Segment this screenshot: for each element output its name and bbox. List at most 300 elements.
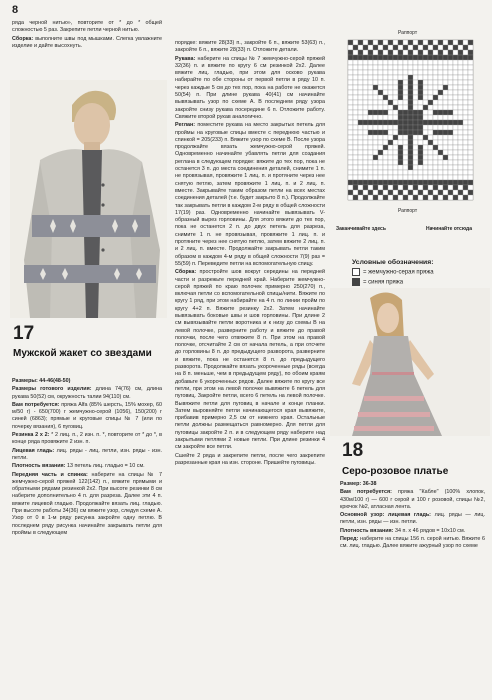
chart-cell <box>373 180 378 185</box>
chart-cell <box>383 105 388 110</box>
chart-cell <box>443 155 448 160</box>
chart-cell <box>378 90 383 95</box>
gauge-label: Плотность вязания: <box>12 463 66 470</box>
item18-size: Размер: 36-38 <box>340 481 377 487</box>
chart-cell <box>398 155 403 160</box>
chart-cell <box>418 130 423 135</box>
front-text: наберите на спицы 156 п. серой нитью. Вяжите 6 см. лиц. гладью. Далее вяжите ажурный узор по схеме <box>340 536 486 550</box>
chart-cell <box>353 40 358 45</box>
chart-cell <box>353 135 358 140</box>
col2-p1: порядке: вяжите 28(33) п., закройте 6 п., вяжите 53(63) п., закройте 6 п., вяжите 28(33) п. Отложите детали. <box>175 40 325 54</box>
chart-cell <box>403 145 408 150</box>
chart-cell <box>453 130 458 135</box>
chart-cell <box>378 85 383 90</box>
assembly2-label: Сборка: <box>175 269 197 276</box>
chart-cell <box>348 165 353 170</box>
chart-cell <box>423 175 428 180</box>
chart-cell <box>348 55 353 60</box>
chart-cell <box>428 150 433 155</box>
item17-sizes: Размеры: 44-46(48-50) <box>12 378 71 384</box>
chart-cell <box>453 115 458 120</box>
chart-cell <box>428 120 433 125</box>
chart-cell <box>458 155 463 160</box>
item17-title: Мужской жакет со звездами <box>13 348 152 359</box>
chart-cell <box>428 110 433 115</box>
chart-cell <box>458 105 463 110</box>
chart-cell <box>463 55 468 60</box>
chart-cell <box>468 195 473 200</box>
chart-cell <box>458 80 463 85</box>
chart-cell <box>388 130 393 135</box>
chart-cell <box>438 75 443 80</box>
chart-cell <box>448 160 453 165</box>
chart-cell <box>368 110 373 115</box>
frontback-label: Передняя часть и спинка: <box>12 471 88 478</box>
chart-cell <box>458 195 463 200</box>
chart-cell <box>408 55 413 60</box>
chart-cell <box>468 160 473 165</box>
chart-cell <box>443 150 448 155</box>
chart-cell <box>423 145 428 150</box>
chart-cell <box>373 115 378 120</box>
chart-cell <box>433 85 438 90</box>
chart-cell <box>388 125 393 130</box>
chart-cell <box>438 155 443 160</box>
chart-cell <box>383 90 388 95</box>
chart-cell <box>388 90 393 95</box>
chart-cell <box>413 95 418 100</box>
chart-cell <box>388 80 393 85</box>
chart-cell <box>403 110 408 115</box>
item17-body <box>12 378 162 538</box>
chart-cell <box>408 130 413 135</box>
chart-cell <box>423 160 428 165</box>
chart-cell <box>453 45 458 50</box>
chart-cell <box>363 90 368 95</box>
chart-cell <box>388 180 393 185</box>
chart-cell <box>423 70 428 75</box>
chart-cell <box>378 135 383 140</box>
chart-cell <box>453 185 458 190</box>
chart-cell <box>433 130 438 135</box>
chart-cell <box>368 120 373 125</box>
chart-cell <box>458 115 463 120</box>
chart-cell <box>443 105 448 110</box>
chart-cell <box>468 90 473 95</box>
chart-cell <box>458 50 463 55</box>
chart-cell <box>453 95 458 100</box>
chart-cell <box>453 65 458 70</box>
chart-cell <box>403 130 408 135</box>
chart-cell <box>448 100 453 105</box>
chart-cell <box>443 190 448 195</box>
chart-cell <box>353 180 358 185</box>
chart-cell <box>408 195 413 200</box>
chart-cell <box>383 125 388 130</box>
chart-cell <box>433 160 438 165</box>
legend-item-grey <box>352 268 434 278</box>
chart-cell <box>468 190 473 195</box>
chart-cell <box>368 130 373 135</box>
chart-cell <box>418 145 423 150</box>
chart-cell <box>363 185 368 190</box>
chart-cell <box>363 100 368 105</box>
chart-cell <box>408 175 413 180</box>
chart-cell <box>388 190 393 195</box>
chart-cell <box>448 40 453 45</box>
chart-cell <box>373 70 378 75</box>
legend-grey-label: = жемчужно-серая пряжа <box>363 269 434 276</box>
stst-label: Лицевая гладь: <box>12 447 55 454</box>
chart-cell <box>448 115 453 120</box>
chart-cell <box>398 130 403 135</box>
chart-cell <box>448 150 453 155</box>
chart-cell <box>413 100 418 105</box>
chart-cell <box>398 85 403 90</box>
chart-cell <box>348 180 353 185</box>
chart-cell <box>388 145 393 150</box>
chart-cell <box>428 40 433 45</box>
chart-cell <box>378 55 383 60</box>
chart-cell <box>408 40 413 45</box>
chart-cell <box>388 135 393 140</box>
chart-cell <box>423 90 428 95</box>
chart-cell <box>463 190 468 195</box>
chart-cell <box>443 130 448 135</box>
chart-cell <box>363 165 368 170</box>
chart-cell <box>448 185 453 190</box>
chart-cell <box>383 115 388 120</box>
chart-cell <box>403 105 408 110</box>
chart-cell <box>348 65 353 70</box>
chart-cell <box>393 160 398 165</box>
chart-cell <box>358 95 363 100</box>
chart-cell <box>363 150 368 155</box>
chart-cell <box>413 85 418 90</box>
chart-cell <box>353 45 358 50</box>
chart-cell <box>368 140 373 145</box>
chart-cell <box>438 145 443 150</box>
chart-cell <box>408 145 413 150</box>
chart-cell <box>403 60 408 65</box>
chart-cell <box>353 110 358 115</box>
chart-cell <box>433 80 438 85</box>
page-number: 8 <box>12 4 19 16</box>
chart-cell <box>423 155 428 160</box>
chart-cell <box>348 105 353 110</box>
chart-cell <box>408 105 413 110</box>
chart-cell <box>398 160 403 165</box>
chart-cell <box>448 175 453 180</box>
chart-cell <box>403 125 408 130</box>
chart-cell <box>368 65 373 70</box>
chart-cell <box>463 165 468 170</box>
chart-cell <box>448 45 453 50</box>
chart-cell <box>428 180 433 185</box>
chart-cell <box>433 190 438 195</box>
chart-cell <box>368 70 373 75</box>
chart-cell <box>468 95 473 100</box>
chart-cell <box>443 70 448 75</box>
chart-cell <box>358 65 363 70</box>
chart-cell <box>408 150 413 155</box>
legend <box>352 258 434 287</box>
chart-cell <box>448 105 453 110</box>
chart-cell <box>413 175 418 180</box>
chart-cell <box>413 130 418 135</box>
chart-cell <box>348 135 353 140</box>
chart-cell <box>433 135 438 140</box>
chart-cell <box>358 165 363 170</box>
chart-cell <box>433 90 438 95</box>
chart-cell <box>358 120 363 125</box>
chart-cell <box>448 195 453 200</box>
chart-cell <box>388 85 393 90</box>
chart-cell <box>378 125 383 130</box>
chart-cell <box>353 160 358 165</box>
chart-cell <box>358 55 363 60</box>
chart-cell <box>423 85 428 90</box>
chart-cell <box>378 150 383 155</box>
chart-cell <box>408 115 413 120</box>
chart-cell <box>368 85 373 90</box>
chart-cell <box>458 95 463 100</box>
chart-cell <box>458 100 463 105</box>
chart-cell <box>453 190 458 195</box>
chart-cell <box>383 70 388 75</box>
chart-cell <box>443 140 448 145</box>
chart-cell <box>463 105 468 110</box>
chart-cell <box>373 170 378 175</box>
col2-sew: Сшейте 2 ряда и закрепите петли, после чего закрепите разрезанные края на изн. стороне. Пришейте пуговицы. <box>175 452 325 466</box>
chart-cell <box>398 115 403 120</box>
chart-cell <box>368 135 373 140</box>
chart-cell <box>433 50 438 55</box>
chart-cell <box>363 195 368 200</box>
chart-cell <box>453 195 458 200</box>
chart-cell <box>378 155 383 160</box>
chart-cell <box>368 75 373 80</box>
chart-cell <box>463 65 468 70</box>
chart-cell <box>403 175 408 180</box>
chart-cell <box>428 165 433 170</box>
chart-cell <box>353 175 358 180</box>
chart-cell <box>418 80 423 85</box>
chart-cell <box>423 115 428 120</box>
chart-cell <box>408 190 413 195</box>
chart-cell <box>458 120 463 125</box>
chart-cell <box>393 100 398 105</box>
dress-photo <box>330 288 490 436</box>
chart-cell <box>378 195 383 200</box>
chart-cell <box>443 180 448 185</box>
chart-cell <box>368 145 373 150</box>
blue-swatch <box>352 278 360 286</box>
rib-text: * 2 лиц. п., 2 изн. п. *, повторите от * до *, в конце ряда провяжите 2 изн. п. <box>12 432 163 446</box>
chart-cell <box>468 80 473 85</box>
chart-cell <box>348 140 353 145</box>
chart-cell <box>438 60 443 65</box>
chart-cell <box>393 80 398 85</box>
chart-cell <box>423 130 428 135</box>
chart-cell <box>368 45 373 50</box>
chart-cell <box>388 105 393 110</box>
chart-cell <box>403 150 408 155</box>
chart-cell <box>403 190 408 195</box>
chart-cell <box>348 40 353 45</box>
chart-cell <box>443 75 448 80</box>
chart-cell <box>353 170 358 175</box>
chart-cell <box>418 95 423 100</box>
chart-cell <box>378 170 383 175</box>
chart-cell <box>393 40 398 45</box>
chart-cell <box>353 105 358 110</box>
dress-photo-illustration <box>330 288 490 436</box>
front-label: Перед: <box>340 536 359 543</box>
sleeve-text: наберите на спицы № 7 жемчужно-серой пряжей 32(36) п. и вяжите по кругу 6 см резинкой 2х2. Далее вяжите лиц. гладью, при этом для осково рукава набирайте по обе стороны от первой петли в ряду 10 п. через каждые 5 см до тех пор, пока на работе не окажется 50(54) п. При длине рукава 40(41) см начинайте вывязывать узор по схеме А. В последнем ряду узора закройте снизу рукава посередине 6 п. Отложите работу. Свяжите второй рукав аналогично. <box>175 55 325 120</box>
chart-cell <box>468 180 473 185</box>
chart-cell <box>393 155 398 160</box>
raglan-label: Реглан: <box>175 122 196 129</box>
chart-cell <box>358 110 363 115</box>
chart-cell <box>453 105 458 110</box>
chart-cell <box>373 150 378 155</box>
chart-cell <box>368 195 373 200</box>
chart-cell <box>428 95 433 100</box>
chart-cell <box>418 75 423 80</box>
base-text: лиц. ряды — лиц. петли, изн. ряды — изн. петли. <box>340 512 486 526</box>
chart-cell <box>423 190 428 195</box>
chart-cell <box>363 40 368 45</box>
chart-cell <box>353 100 358 105</box>
chart-cell <box>428 185 433 190</box>
chart-cell <box>383 145 388 150</box>
chart-cell <box>423 185 428 190</box>
chart-cell <box>378 110 383 115</box>
chart-grid <box>338 30 483 218</box>
chart-cell <box>358 180 363 185</box>
chart-cell <box>438 160 443 165</box>
chart-cell <box>423 45 428 50</box>
chart-cell <box>348 110 353 115</box>
chart-cell <box>413 60 418 65</box>
chart-cell <box>378 100 383 105</box>
chart-cell <box>423 55 428 60</box>
chart-cell <box>353 190 358 195</box>
chart-cell <box>418 70 423 75</box>
item18-number: 18 <box>342 440 364 461</box>
chart-cell <box>378 50 383 55</box>
chart-cell <box>368 180 373 185</box>
chart-cell <box>418 190 423 195</box>
chart-cell <box>388 40 393 45</box>
chart-end-label: Заканчивайте здесь <box>336 226 386 232</box>
chart-cell <box>463 195 468 200</box>
chart-cell <box>368 115 373 120</box>
chart-cell <box>463 170 468 175</box>
chart-cell <box>458 60 463 65</box>
chart-cell <box>448 165 453 170</box>
chart-cell <box>398 90 403 95</box>
chart-cell <box>418 85 423 90</box>
chart-cell <box>383 110 388 115</box>
chart-cell <box>418 150 423 155</box>
chart-cell <box>378 115 383 120</box>
chart-cell <box>448 65 453 70</box>
chart-cell <box>353 125 358 130</box>
chart-cell <box>418 40 423 45</box>
chart-cell <box>408 80 413 85</box>
gauge-text: 13 петель лиц. гладью = 10 см. <box>66 463 145 470</box>
item18-materials <box>340 489 485 511</box>
chart-cell <box>423 95 428 100</box>
chart-cell <box>353 150 358 155</box>
chart-cell <box>458 125 463 130</box>
chart-cell <box>358 185 363 190</box>
chart-cell <box>413 90 418 95</box>
chart-cell <box>413 180 418 185</box>
chart-cell <box>373 145 378 150</box>
chart-cell <box>448 70 453 75</box>
chart-cell <box>463 175 468 180</box>
chart-cell <box>418 195 423 200</box>
chart-cell <box>408 60 413 65</box>
item17-frontback <box>12 472 162 538</box>
chart-cell <box>443 110 448 115</box>
chart-cell <box>418 120 423 125</box>
chart-cell <box>408 65 413 70</box>
chart-cell <box>408 120 413 125</box>
chart-cell <box>408 165 413 170</box>
chart-cell <box>468 40 473 45</box>
chart-cell <box>393 165 398 170</box>
chart-cell <box>393 60 398 65</box>
chart-cell <box>433 165 438 170</box>
chart-cell <box>398 75 403 80</box>
chart-cell <box>428 125 433 130</box>
chart-cell <box>463 60 468 65</box>
chart-cell <box>398 70 403 75</box>
chart-cell <box>438 95 443 100</box>
chart-cell <box>348 150 353 155</box>
chart-cell <box>423 125 428 130</box>
chart-cell <box>393 195 398 200</box>
chart-cell <box>403 165 408 170</box>
chart-cell <box>363 175 368 180</box>
chart-cell <box>443 60 448 65</box>
chart-cell <box>378 65 383 70</box>
chart-cell <box>438 175 443 180</box>
chart-cell <box>358 170 363 175</box>
chart-cell <box>398 95 403 100</box>
item18-title: Серо-розовое платье <box>342 466 449 477</box>
chart-cell <box>453 155 458 160</box>
item17-materials <box>12 402 162 431</box>
chart-cell <box>443 115 448 120</box>
chart-cell <box>373 60 378 65</box>
legend-blue-label: = синяя пряжа <box>363 279 404 286</box>
chart-cell <box>398 195 403 200</box>
chart-cell <box>468 185 473 190</box>
chart-cell <box>458 165 463 170</box>
chart-cell <box>453 80 458 85</box>
chart-cell <box>438 115 443 120</box>
chart-cell <box>383 160 388 165</box>
chart-cell <box>348 45 353 50</box>
chart-cell <box>468 165 473 170</box>
assembly2-text: простройте шов вокруг середины на передней части и разрежьте передней край. Наберите жемчужно-серой пряжей по краю полочек примерно 250(270) п., включая петли со вспомогательной спицы/нити. Вяжите по кругу 1 ряд, при этом набирайте на 4 п. по линии пройм по кругу 4+2 п. Вяжите резинку 2х2. Затем начинайте вывязывать боковые швы и шов горловины. При длине 2 см вывязывайте петли воротника и к низу до схемы В на левой полочке, разверните работу и вяжите до правой полочки, после чего отвяжите 8 п. При этом на правой полочке, отсчитайте 2 см от начала петель, а при отсчете до горловины 8 п. до предыдущего разворота, разверните и вяжите, пока не останется 8 п. до предыдущего разворота. Продолжайте вязать укороченные ряды (всегда на 8 п. меньше, чем в предыдущем ряду), по обоим краям добавьте 6 укороченных рядов. Далее вяжите по кругу все петли, при этом на левой полочке вывяжите 6 петель для пуговиц. Закройте петли, всего 6 петель на левой полочке. Вывяжите петли для пуговиц в начале и конце планки. Затем выровняйте петли начинающегося края вывяжите, прибавив примерно 2,5 см от нижнего края. Остальные петли должны размещаться равномерно. Для петли для пуговицы закройте 2 п. и в следующем ряду наберите над закрытыми петлями 2 новые петли. При длине резинки 4 см закройте все петли. <box>175 269 326 451</box>
chart-cell <box>423 40 428 45</box>
